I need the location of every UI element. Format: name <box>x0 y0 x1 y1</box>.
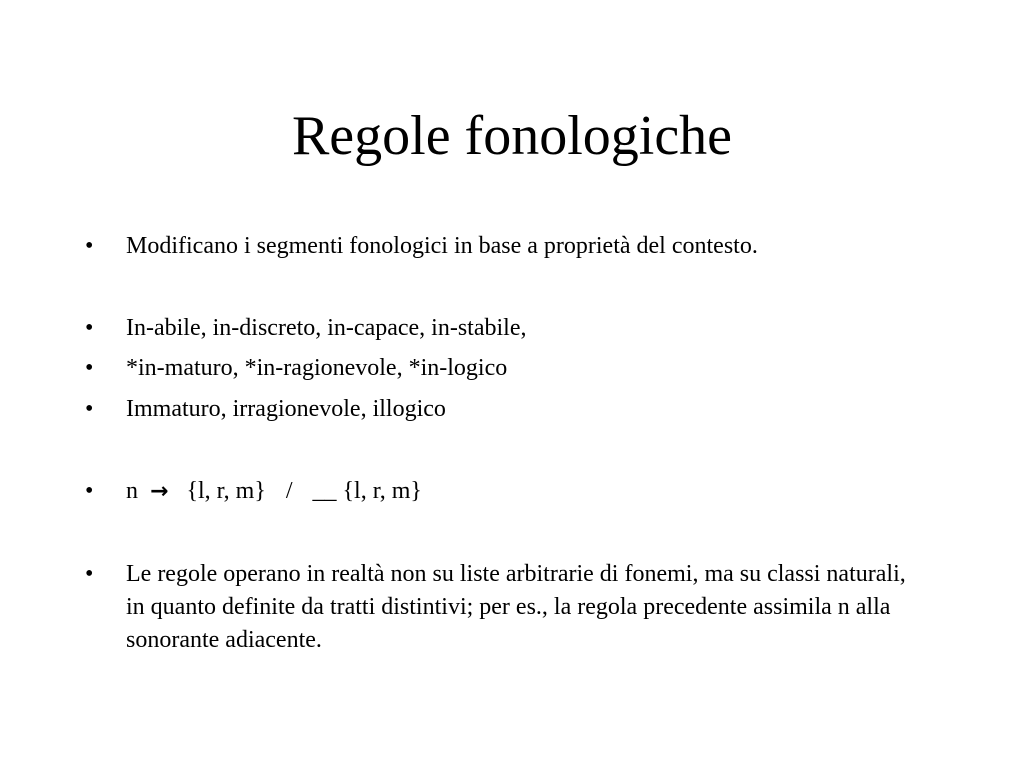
phonological-rule <box>126 475 915 508</box>
bullet-dot: • <box>85 233 94 259</box>
bullet-dot: • <box>85 396 94 422</box>
bullet-item <box>85 230 915 263</box>
rule-context: __ {l, r, m} <box>312 478 422 504</box>
bullet-dot: • <box>85 478 94 504</box>
rule-input: n <box>126 478 138 504</box>
bullet-item <box>85 393 915 426</box>
bullet-item-rule <box>85 475 915 508</box>
bullet-dot: • <box>85 561 94 587</box>
bullet-item <box>85 558 915 657</box>
rule-slash: / <box>285 478 293 504</box>
bullet-text: Immaturo, irragionevole, illogico <box>126 396 446 422</box>
bullet-item <box>85 312 915 345</box>
bullet-dot: • <box>85 315 94 341</box>
bullet-text: Le regole operano in realtà non su liste arbitrarie di fonemi, ma su classi naturali, in quanto definite da tratti distintivi; per es., la regola precedente assimila n alla sonorante adiacente. <box>126 561 906 653</box>
right-arrow-icon: → <box>150 479 169 504</box>
rule-output: {l, r, m} <box>186 478 266 504</box>
slide-title: Regole fonologiche <box>291 105 733 167</box>
bullet-text: *in-maturo, *in-ragionevole, *in-logico <box>126 355 508 381</box>
bullet-text: Modificano i segmenti fonologici in base a proprietà del contesto. <box>126 233 758 259</box>
bullet-dot: • <box>85 355 94 381</box>
bullet-item <box>85 352 915 385</box>
bullet-text: In-abile, in-discreto, in-capace, in-stabile, <box>126 315 527 341</box>
